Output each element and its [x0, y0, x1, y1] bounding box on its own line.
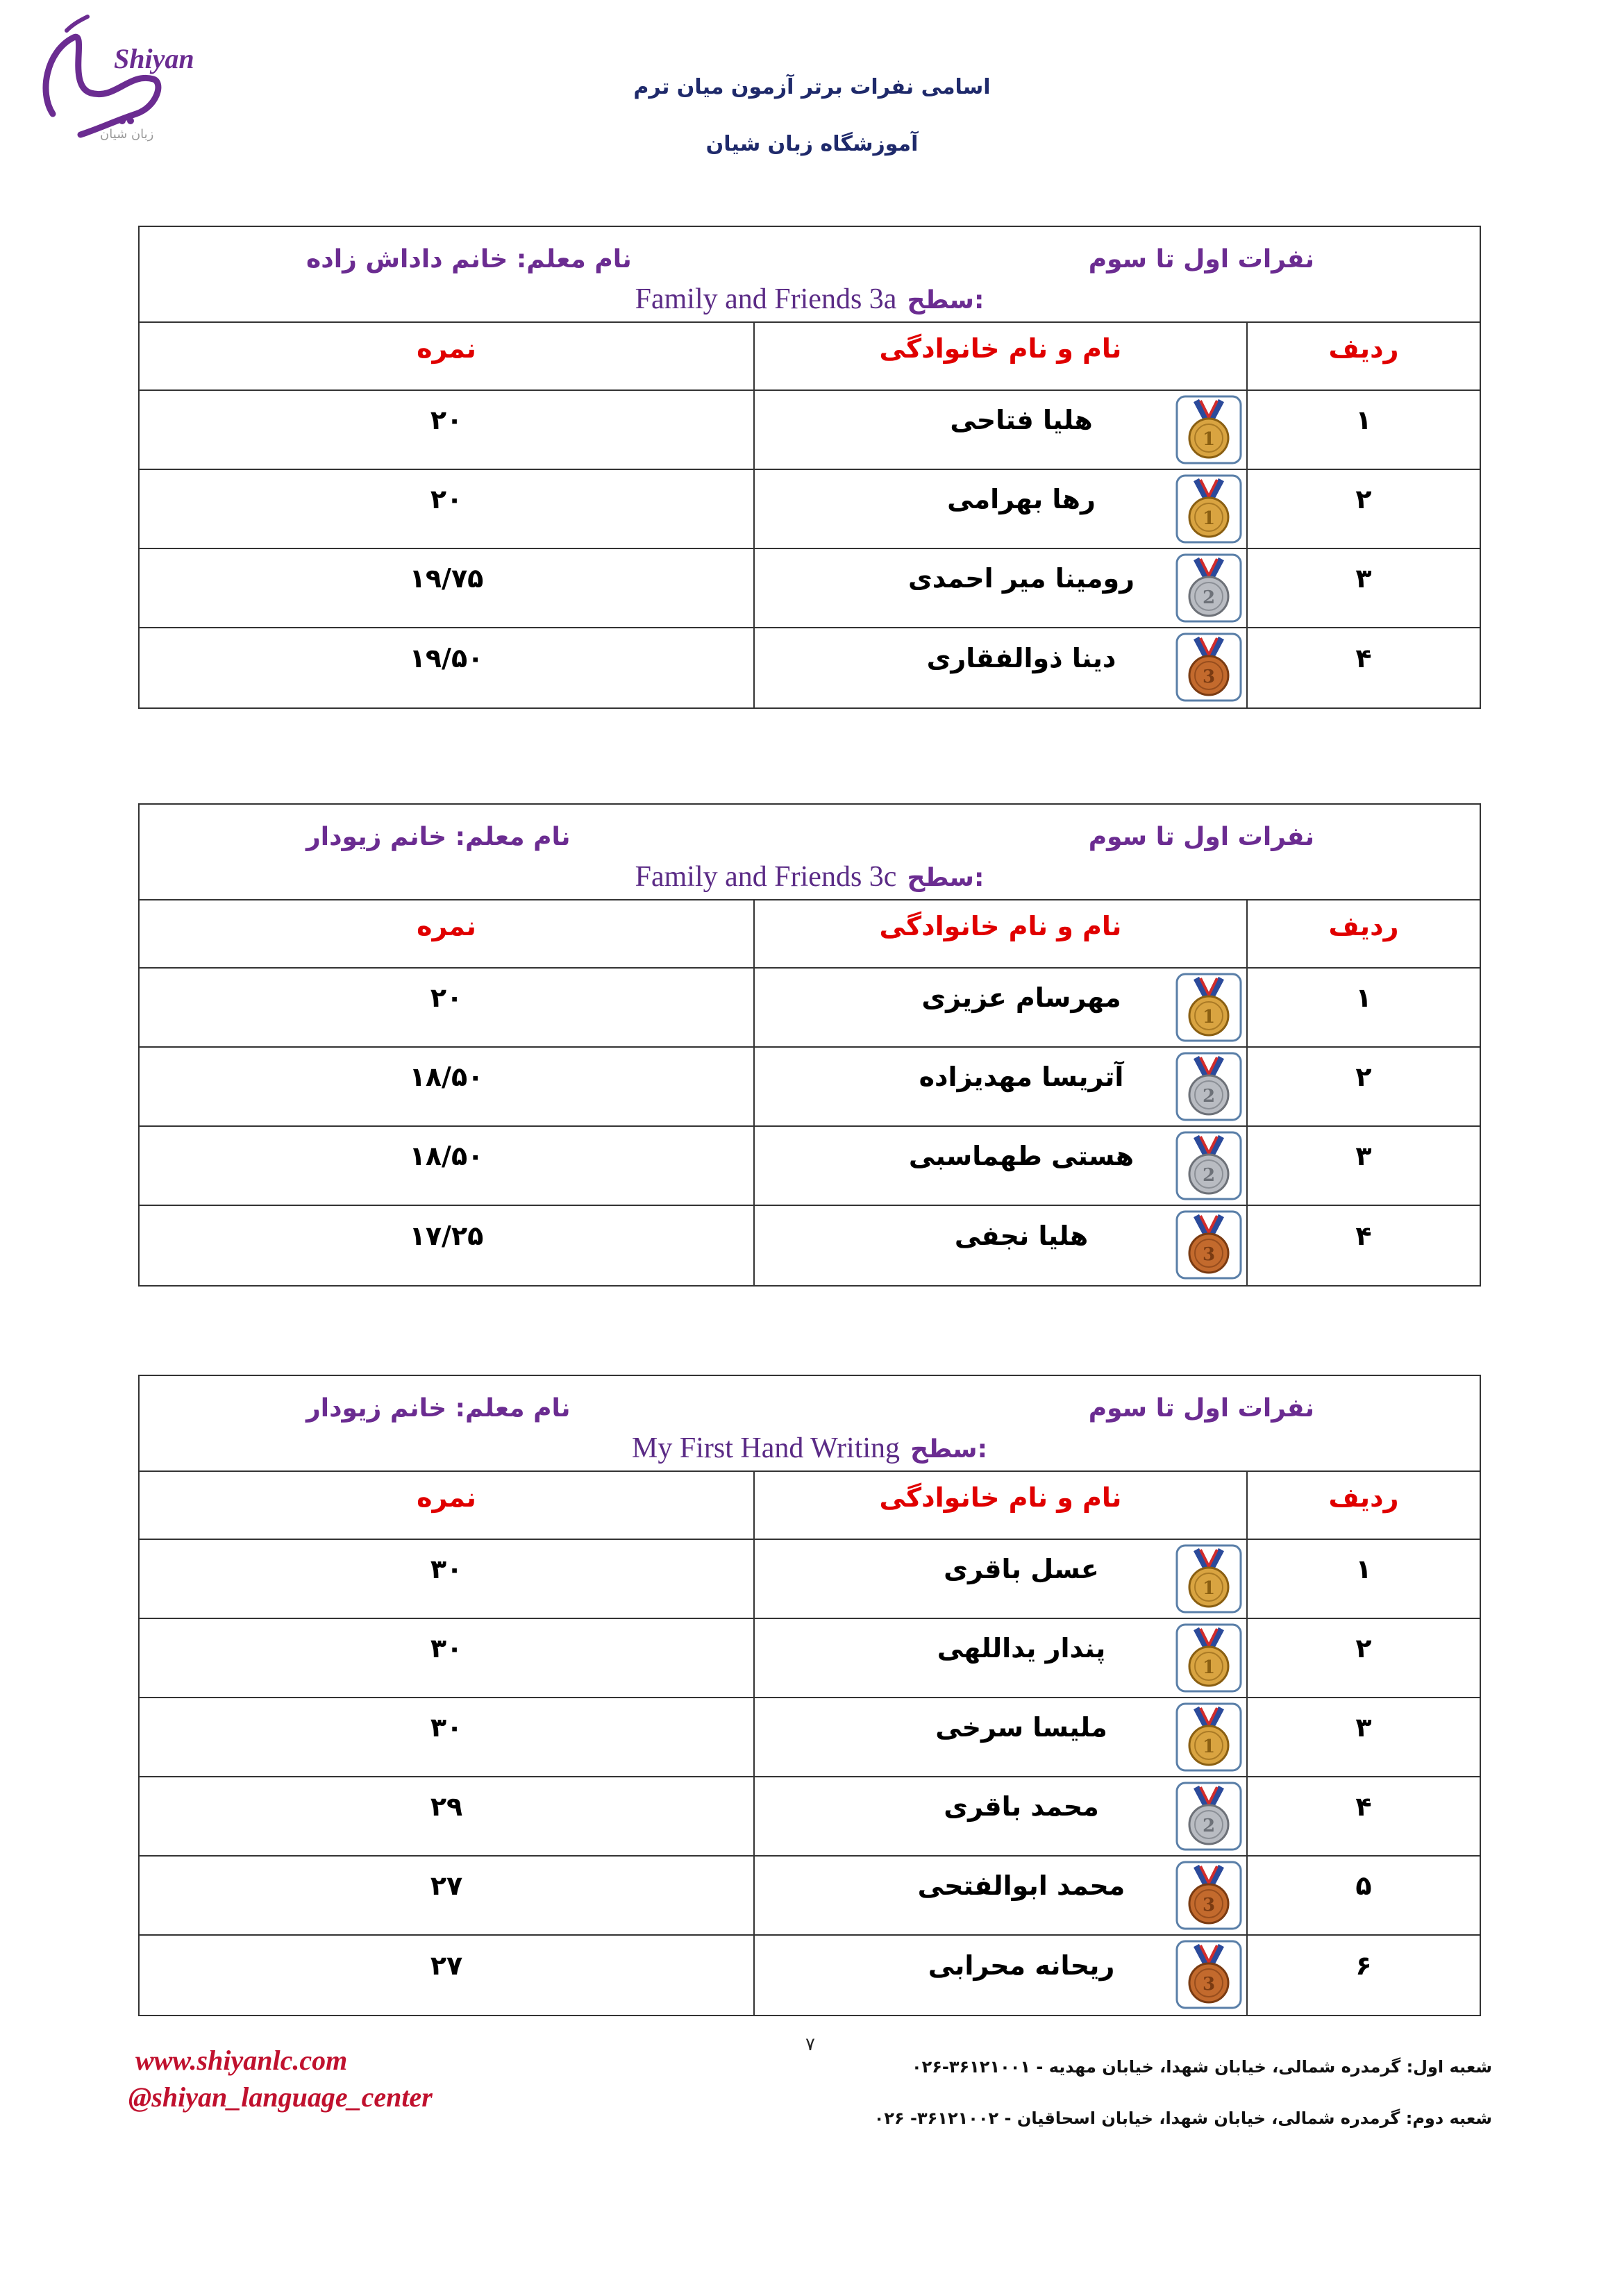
level-value: Family and Friends 3a — [635, 283, 897, 315]
svg-text:3: 3 — [1202, 1244, 1216, 1265]
score-cell: ۱۹/۷۵ — [409, 563, 484, 594]
rank-cell: ۲ — [1355, 1633, 1372, 1664]
table-row — [140, 391, 1480, 470]
gold-medal-icon — [1175, 395, 1242, 464]
student-name: دینا ذوالفقاری — [926, 643, 1116, 673]
score-cell: ۲۷ — [430, 1870, 463, 1901]
score-cell: ۲۰ — [430, 982, 463, 1013]
table-info — [140, 1376, 1480, 1472]
svg-text:2: 2 — [1202, 587, 1216, 608]
results-table-2 — [138, 803, 1481, 1287]
svg-text:2: 2 — [1202, 1165, 1216, 1186]
score-cell: ۳۰ — [430, 1633, 463, 1664]
svg-text:1: 1 — [1202, 508, 1216, 529]
rank-cell: ۲ — [1355, 1062, 1372, 1092]
rank-cell: ۲ — [1355, 484, 1372, 514]
results-table-3 — [138, 1375, 1481, 2016]
branch-2-address: شعبه دوم: گرمدره شمالی، خیابان شهدا، خیابان اسحاقیان - ۳۶۱۲۱۰۰۲- ۰۲۶ — [873, 2109, 1492, 2128]
silver-medal-icon — [1175, 553, 1242, 623]
rank-cell: ۴ — [1355, 1791, 1372, 1822]
score-cell: ۲۰ — [430, 484, 463, 514]
student-name: هلیا فتاحی — [950, 405, 1093, 435]
student-name: رومینا میر احمدی — [907, 563, 1135, 594]
bronze-medal-icon — [1175, 632, 1242, 702]
student-name: محمد ابوالفتحی — [917, 1870, 1125, 1901]
score-cell: ۳۰ — [430, 1554, 463, 1584]
table-row — [140, 1936, 1480, 2015]
table-info — [140, 805, 1480, 900]
student-name: محمد باقری — [944, 1791, 1099, 1822]
table-row — [140, 969, 1480, 1048]
table-caption: نفرات اول تا سوم — [1088, 1394, 1314, 1423]
header-rank: ردیف — [1328, 333, 1399, 364]
header-rank: ردیف — [1328, 1482, 1399, 1513]
level-label: سطح: — [910, 1435, 987, 1464]
student-name: آتریسا مهدیزاده — [919, 1062, 1124, 1092]
teacher-name: نام معلم: خانم داداش زاده — [306, 245, 632, 274]
teacher-name: نام معلم: خانم زیودار — [306, 1394, 571, 1423]
page-title: اسامی نفرات برتر آزمون میان ترم — [633, 75, 991, 99]
student-name: هستی طهماسبی — [908, 1141, 1135, 1171]
logo-persian-text: زبان شیان — [100, 127, 154, 142]
table-header-row — [140, 900, 1480, 969]
level-value: My First Hand Writing — [632, 1432, 901, 1464]
svg-text:1: 1 — [1202, 429, 1216, 450]
header-score: نمره — [417, 1482, 476, 1513]
bronze-medal-icon — [1175, 1861, 1242, 1930]
rank-cell: ۵ — [1355, 1870, 1372, 1901]
svg-text:3: 3 — [1202, 1974, 1216, 1995]
table-row — [140, 1540, 1480, 1619]
branch-1-address: شعبه اول: گرمدره شمالی، خیابان شهدا، خیابان مهدیه - ۳۶۱۲۱۰۰۱-۰۲۶ — [911, 2057, 1492, 2077]
header-score: نمره — [417, 333, 476, 364]
rank-cell: ۱ — [1355, 1554, 1372, 1584]
level-line — [140, 283, 1480, 316]
svg-text:1: 1 — [1202, 1657, 1216, 1678]
rank-cell: ۱ — [1355, 982, 1372, 1013]
rank-cell: ۳ — [1355, 1712, 1372, 1743]
teacher-name: نام معلم: خانم زیودار — [306, 823, 571, 851]
student-name: هلیا نجفی — [954, 1221, 1089, 1251]
table-row — [140, 549, 1480, 628]
page-number: ۷ — [805, 2034, 815, 2055]
table-row — [140, 1048, 1480, 1127]
bronze-medal-icon — [1175, 1940, 1242, 2009]
table-row — [140, 1698, 1480, 1777]
gold-medal-icon — [1175, 973, 1242, 1042]
header-score: نمره — [417, 911, 476, 941]
score-cell: ۲۰ — [430, 405, 463, 435]
silver-medal-icon — [1175, 1782, 1242, 1851]
svg-text:1: 1 — [1202, 1007, 1216, 1028]
table-row — [140, 1857, 1480, 1936]
table-header-row — [140, 323, 1480, 391]
rank-cell: ۳ — [1355, 563, 1372, 594]
score-cell: ۲۷ — [430, 1950, 463, 1981]
website-link[interactable]: www.shiyanlc.com — [135, 2045, 348, 2076]
rank-cell: ۴ — [1355, 1221, 1372, 1251]
score-cell: ۱۸/۵۰ — [409, 1141, 484, 1171]
instagram-handle[interactable]: @shiyan_language_center — [128, 2081, 433, 2113]
svg-text:2: 2 — [1202, 1816, 1216, 1836]
score-cell: ۲۹ — [430, 1791, 463, 1822]
silver-medal-icon — [1175, 1052, 1242, 1121]
svg-text:1: 1 — [1202, 1736, 1216, 1757]
score-cell: ۱۷/۲۵ — [409, 1221, 484, 1251]
table-header-row — [140, 1472, 1480, 1540]
logo-latin-text: Shiyan — [114, 43, 194, 74]
student-name: مهرسام عزیزی — [921, 982, 1121, 1013]
rank-cell: ۳ — [1355, 1141, 1372, 1171]
student-name: ریحانه محرابی — [928, 1950, 1115, 1981]
gold-medal-icon — [1175, 1623, 1242, 1693]
level-line — [140, 1432, 1480, 1465]
rank-cell: ۴ — [1355, 643, 1372, 673]
level-label: سطح: — [907, 286, 985, 315]
header-name: نام و نام خانوادگی — [879, 911, 1122, 941]
gold-medal-icon — [1175, 1544, 1242, 1614]
silver-medal-icon — [1175, 1131, 1242, 1200]
table-caption: نفرات اول تا سوم — [1088, 245, 1314, 274]
level-line — [140, 860, 1480, 894]
level-label: سطح: — [907, 864, 985, 892]
table-row — [140, 628, 1480, 707]
table-row — [140, 1777, 1480, 1857]
svg-text:2: 2 — [1202, 1086, 1216, 1107]
level-value: Family and Friends 3c — [635, 861, 897, 893]
gold-medal-icon — [1175, 474, 1242, 544]
student-name: رها بهرامی — [947, 484, 1096, 514]
institute-name: آموزشگاه زبان شیان — [705, 132, 919, 156]
table-row — [140, 1206, 1480, 1285]
table-info — [140, 227, 1480, 323]
svg-text:3: 3 — [1202, 667, 1216, 687]
svg-text:3: 3 — [1202, 1895, 1216, 1916]
results-table-1 — [138, 226, 1481, 709]
score-cell: ۳۰ — [430, 1712, 463, 1743]
bronze-medal-icon — [1175, 1210, 1242, 1280]
table-caption: نفرات اول تا سوم — [1088, 823, 1314, 851]
student-name: ملیسا سرخی — [935, 1712, 1107, 1743]
rank-cell: ۱ — [1355, 405, 1372, 435]
header-name: نام و نام خانوادگی — [879, 333, 1122, 364]
gold-medal-icon — [1175, 1702, 1242, 1772]
student-name: عسل باقری — [944, 1554, 1099, 1584]
table-row — [140, 1127, 1480, 1206]
score-cell: ۱۸/۵۰ — [409, 1062, 484, 1092]
rank-cell: ۶ — [1355, 1950, 1372, 1981]
table-row — [140, 1619, 1480, 1698]
header-rank: ردیف — [1328, 911, 1399, 941]
svg-text:1: 1 — [1202, 1578, 1216, 1599]
header-name: نام و نام خانوادگی — [879, 1482, 1122, 1513]
student-name: پندار یداللهی — [937, 1633, 1106, 1664]
table-row — [140, 470, 1480, 549]
score-cell: ۱۹/۵۰ — [409, 643, 484, 673]
